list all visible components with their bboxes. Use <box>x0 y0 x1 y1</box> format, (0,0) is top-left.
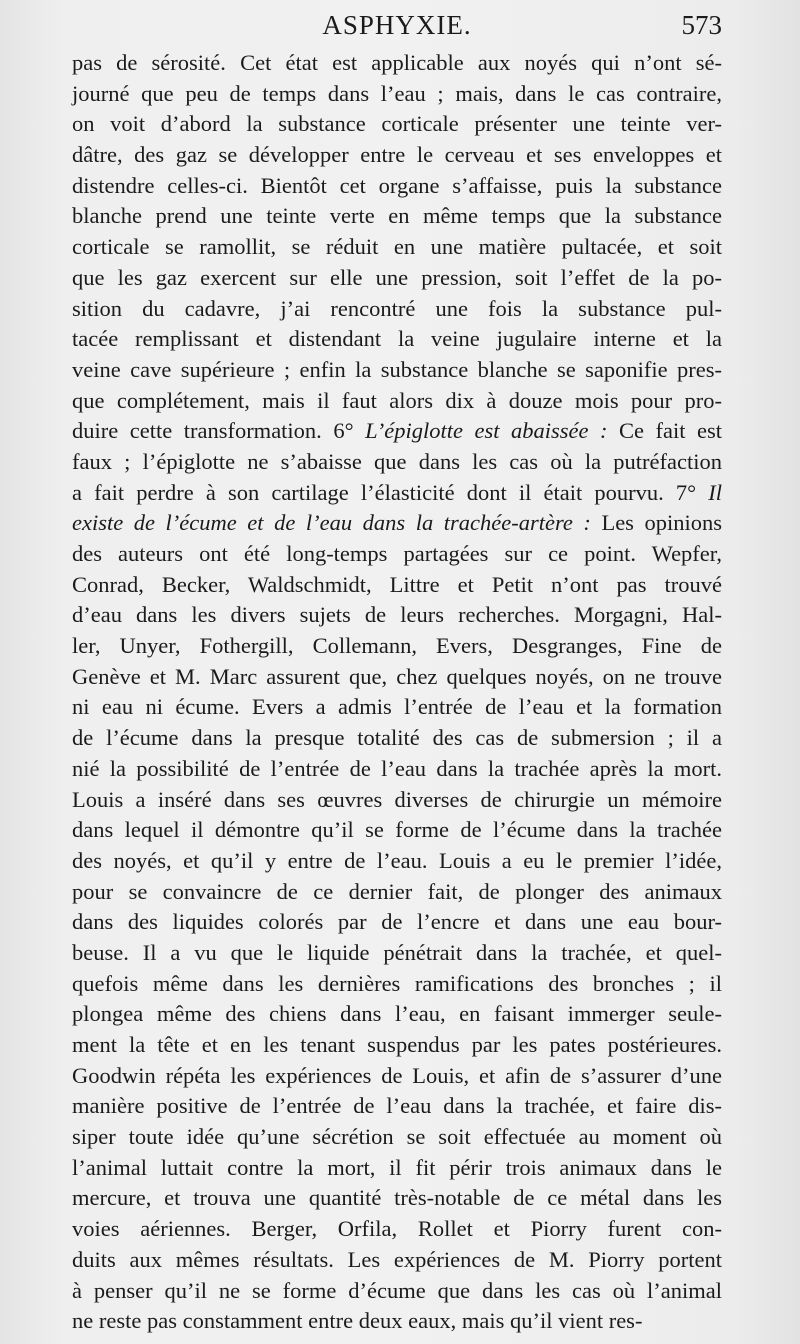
text-line: pour se convaincre de ce dernier fait, de plonger des animaux <box>72 878 722 904</box>
text-line: pas de sérosité. Cet état est applicable aux noyés qui n’ont sé- <box>72 50 722 75</box>
running-head <box>72 10 722 46</box>
text-line: que les gaz exercent sur elle une pression, soit l’effet de la po- <box>72 264 722 290</box>
body-text <box>72 48 722 1337</box>
text-line: blanche prend une teinte verte en même temps que la substance <box>72 203 722 229</box>
text-line: ne reste pas constamment entre deux eaux, mais qu’il vient res- <box>72 1308 643 1334</box>
text-line: Louis a inséré dans ses œuvres diverses de chirurgie un mémoire <box>72 786 722 812</box>
text-line: beuse. Il a vu que le liquide pénétrait dans la trachée, et quel- <box>72 939 722 965</box>
text-line: faux ; l’épiglotte ne s’abaisse que dans les cas où la putréfaction <box>72 448 722 474</box>
text-line: dans lequel il démontre qu’il se forme de l’écume dans la trachée <box>72 817 722 843</box>
chapter-title: ASPHYXIE. <box>322 10 472 40</box>
text-line: que complétement, mais il faut alors dix à douze mois pour pro- <box>72 387 722 413</box>
text-line: quefois même dans les dernières ramifications des bronches ; il <box>72 970 722 996</box>
text-line: d’eau dans les divers sujets de leurs recherches. Morgagni, Hal- <box>72 602 722 628</box>
page-number: 573 <box>681 10 722 40</box>
text-line: nié la possibilité de l’entrée de l’eau dans la trachée après la mort. <box>72 755 722 781</box>
text-line: sition du cadavre, j’ai rencontré une fois la substance pul- <box>72 295 722 321</box>
text-line: tacée remplissant et distendant la veine jugulaire interne et la <box>72 326 722 352</box>
text-line: existe de l’écume et de l’eau dans la trachée-artère : Les opinions <box>72 510 722 536</box>
text-line: voies aériennes. Berger, Orfila, Rollet et Piorry furent con- <box>72 1216 722 1242</box>
text-line: corticale se ramollit, se réduit en une matière pultacée, et soit <box>72 234 722 260</box>
text-line: Genève et M. Marc assurent que, chez quelques noyés, on ne trouve <box>72 663 722 689</box>
text-line: des auteurs ont été long-temps partagées sur ce point. Wepfer, <box>72 541 722 566</box>
text-line: veine cave supérieure ; enfin la substance blanche se saponifie pres- <box>72 356 722 382</box>
text-line: duits aux mêmes résultats. Les expériences de M. Piorry portent <box>72 1246 722 1272</box>
text-line: l’animal luttait contre la mort, il fit périr trois animaux dans le <box>72 1154 722 1180</box>
text-line: plongea même des chiens dans l’eau, en faisant immerger seule- <box>72 1001 722 1027</box>
text-line: Conrad, Becker, Waldschmidt, Littre et Petit n’ont pas trouvé <box>72 571 722 597</box>
text-line: Goodwin répéta les expériences de Louis, et afin de s’assurer d’une <box>72 1062 722 1088</box>
text-line: ler, Unyer, Fothergill, Collemann, Evers, Desgranges, Fine de <box>72 633 722 659</box>
text-line: dâtre, des gaz se développer entre le cerveau et ses enveloppes et <box>72 142 722 168</box>
text-line: journé que peu de temps dans l’eau ; mais, dans le cas contraire, <box>72 80 722 106</box>
text-line: a fait perdre à son cartilage l’élasticité dont il était pourvu. 7° Il <box>72 479 722 505</box>
text-line: de l’écume dans la presque totalité des cas de submersion ; il a <box>72 725 722 751</box>
text-line: dans des liquides colorés par de l’encre et dans une eau bour- <box>72 909 722 935</box>
text-line: mercure, et trouva une quantité très-notable de ce métal dans les <box>72 1185 722 1211</box>
text-line: duire cette transformation. 6° L’épiglotte est abaissée : Ce fait est <box>72 418 722 444</box>
text-line: ment la tête et en les tenant suspendus par les pates postérieures. <box>72 1032 722 1057</box>
text-line: on voit d’abord la substance corticale présenter une teinte ver- <box>72 111 722 137</box>
text-line: manière positive de l’entrée de l’eau dans la trachée, et faire dis- <box>72 1093 722 1119</box>
text-line: des noyés, et qu’il y entre de l’eau. Louis a eu le premier l’idée, <box>72 847 722 873</box>
text-line: distendre celles-ci. Bientôt cet organe s’affaisse, puis la substance <box>72 172 722 198</box>
text-line: ni eau ni écume. Evers a admis l’entrée de l’eau et la formation <box>72 694 722 720</box>
text-line: à penser qu’il ne se forme d’écume que dans les cas où l’animal <box>72 1277 722 1303</box>
text-line: siper toute idée qu’une sécrétion se soit effectuée au moment où <box>72 1124 722 1150</box>
